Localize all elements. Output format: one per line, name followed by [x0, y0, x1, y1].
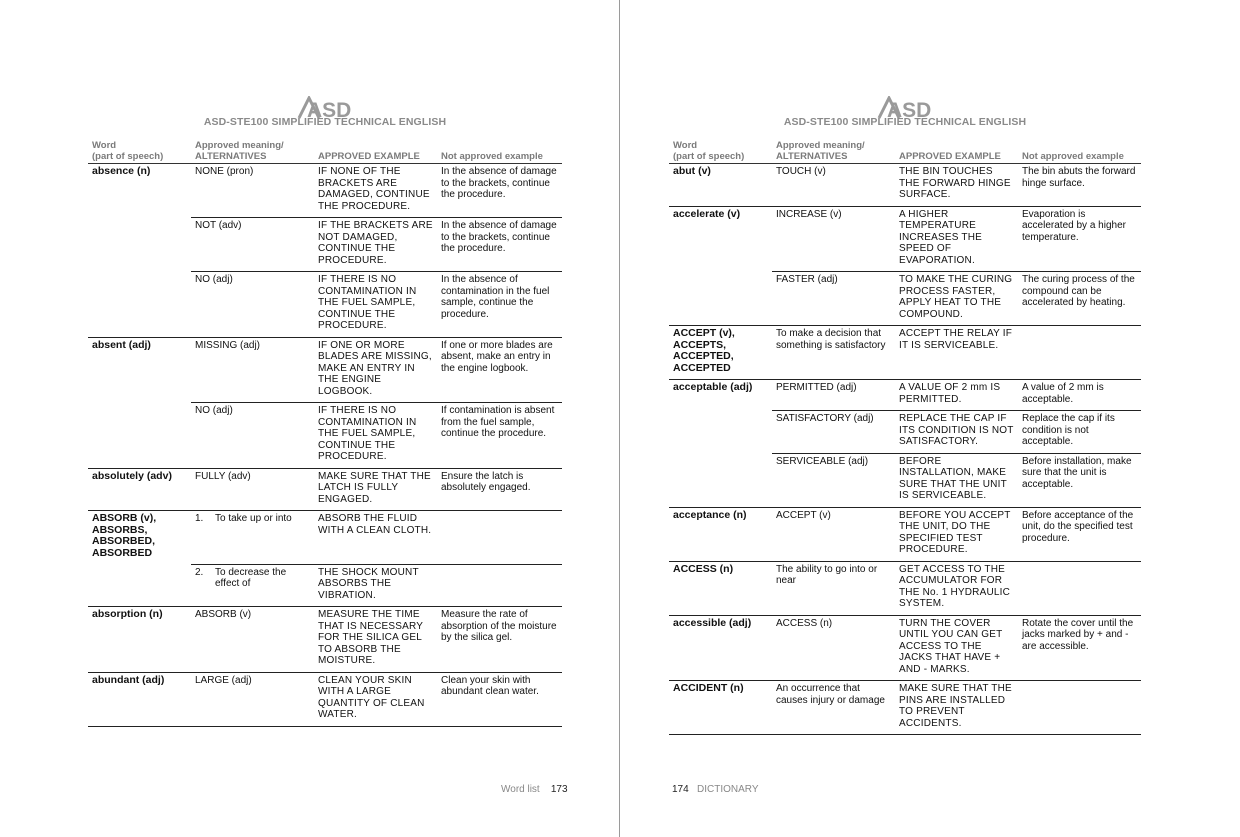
table-row — [669, 453, 1141, 507]
table-row — [88, 403, 562, 469]
header-title: ASD-STE100 SIMPLIFIED TECHNICAL ENGLISH — [203, 116, 447, 128]
entry-word: acceptable (adj) — [669, 380, 772, 411]
table-row — [669, 326, 1141, 380]
entry-meaning: FULLY (adv) — [191, 468, 314, 511]
entry-word: abut (v) — [669, 164, 772, 207]
entry-word — [669, 272, 772, 326]
entry-word — [88, 564, 191, 607]
approved-example: BEFORE YOU ACCEPT THE UNIT, DO THE SPECIFIED TEST PROCEDURE. — [895, 507, 1018, 561]
left-page — [0, 0, 619, 837]
not-approved-example — [1018, 326, 1141, 380]
entry-meaning: SATISFACTORY (adj) — [772, 411, 895, 454]
word-list-table-right — [669, 140, 1141, 735]
table-row — [88, 564, 562, 607]
table-row — [88, 468, 562, 511]
not-approved-example: The bin abuts the forward hinge surface. — [1018, 164, 1141, 207]
entry-meaning: To make a decision that something is satisfactory — [772, 326, 895, 380]
header-word: Word (part of speech) — [669, 140, 772, 164]
not-approved-example — [437, 511, 562, 565]
table-row — [88, 337, 562, 403]
entry-meaning: NO (adj) — [191, 272, 314, 338]
not-approved-example: Replace the cap if its condition is not acceptable. — [1018, 411, 1141, 454]
approved-example: REPLACE THE CAP IF ITS CONDITION IS NOT SATISFACTORY. — [895, 411, 1018, 454]
header-meaning: Approved meaning/ ALTERNATIVES — [772, 140, 895, 164]
header-title: ASD-STE100 SIMPLIFIED TECHNICAL ENGLISH — [783, 116, 1027, 128]
header-meaning: Approved meaning/ ALTERNATIVES — [191, 140, 314, 164]
not-approved-example: If contamination is absent from the fuel sample, continue the procedure. — [437, 403, 562, 469]
table-row — [669, 507, 1141, 561]
not-approved-example: Clean your skin with abundant clean water. — [437, 672, 562, 726]
approved-example: BEFORE INSTALLATION, MAKE SURE THAT THE UNIT IS SERVICEABLE. — [895, 453, 1018, 507]
header-approved-example: APPROVED EXAMPLE — [314, 140, 437, 164]
meaning-text: To decrease the effect of — [215, 566, 287, 589]
approved-example: MEASURE THE TIME THAT IS NECESSARY FOR THE SILICA GEL TO ABSORB THE MOISTURE. — [314, 607, 437, 673]
not-approved-example: Rotate the cover until the jacks marked by + and - are accessible. — [1018, 615, 1141, 681]
entry-meaning — [191, 564, 314, 607]
entry-word: acceptance (n) — [669, 507, 772, 561]
entry-word: accelerate (v) — [669, 206, 772, 272]
table-row — [669, 681, 1141, 735]
entry-meaning: ACCEPT (v) — [772, 507, 895, 561]
approved-example: ABSORB THE FLUID WITH A CLEAN CLOTH. — [314, 511, 437, 565]
not-approved-example: Measure the rate of absorption of the moisture by the silica gel. — [437, 607, 562, 673]
not-approved-example — [1018, 561, 1141, 615]
entry-word — [669, 411, 772, 454]
approved-example: MAKE SURE THAT THE PINS ARE INSTALLED TO PREVENT ACCIDENTS. — [895, 681, 1018, 735]
approved-example: CLEAN YOUR SKIN WITH A LARGE QUANTITY OF CLEAN WATER. — [314, 672, 437, 726]
approved-example: IF THERE IS NO CONTAMINATION IN THE FUEL SAMPLE, CONTINUE THE PROCEDURE. — [314, 403, 437, 469]
right-page — [620, 0, 1239, 837]
header-logo-block — [175, 96, 475, 128]
entry-meaning: PERMITTED (adj) — [772, 380, 895, 411]
approved-example: IF THE BRACKETS ARE NOT DAMAGED, CONTINUE THE PROCEDURE. — [314, 218, 437, 272]
entry-word: ABSORB (v), ABSORBS, ABSORBED, ABSORBED — [88, 511, 191, 565]
approved-example: A HIGHER TEMPERATURE INCREASES THE SPEED OF EVAPORATION. — [895, 206, 1018, 272]
not-approved-example: Evaporation is accelerated by a higher temperature. — [1018, 206, 1141, 272]
entry-word — [88, 403, 191, 469]
entry-meaning — [191, 511, 314, 565]
entry-meaning: ACCESS (n) — [772, 615, 895, 681]
entry-word — [88, 218, 191, 272]
header-not-approved-example: Not approved example — [437, 140, 562, 164]
meaning-number: 2. — [195, 566, 204, 578]
meaning-number: 1. — [195, 513, 204, 524]
table-row — [88, 218, 562, 272]
header-not-approved-example: Not approved example — [1018, 140, 1141, 164]
entry-meaning: The ability to go into or near — [772, 561, 895, 615]
approved-example: THE SHOCK MOUNT ABSORBS THE VIBRATION. — [314, 564, 437, 607]
entry-meaning: ABSORB (v) — [191, 607, 314, 673]
table-row — [88, 272, 562, 338]
approved-example: GET ACCESS TO THE ACCUMULATOR FOR THE No. 1 HYDRAULIC SYSTEM. — [895, 561, 1018, 615]
header-logo-block — [755, 96, 1055, 128]
not-approved-example: In the absence of damage to the brackets, continue the procedure. — [437, 218, 562, 272]
approved-example: IF ONE OR MORE BLADES ARE MISSING, MAKE AN ENTRY IN THE ENGINE LOGBOOK. — [314, 337, 437, 403]
approved-example: MAKE SURE THAT THE LATCH IS FULLY ENGAGED. — [314, 468, 437, 511]
entry-meaning: LARGE (adj) — [191, 672, 314, 726]
table-row — [669, 380, 1141, 411]
not-approved-example: In the absence of contamination in the fuel sample, continue the procedure. — [437, 272, 562, 338]
entry-word: absolutely (adv) — [88, 468, 191, 511]
entry-meaning: FASTER (adj) — [772, 272, 895, 326]
not-approved-example: The curing process of the compound can be accelerated by heating. — [1018, 272, 1141, 326]
header-word: Word (part of speech) — [88, 140, 191, 164]
not-approved-example — [437, 564, 562, 607]
meaning-text: To take up or into — [215, 513, 292, 524]
entry-word — [669, 453, 772, 507]
svg-text:ASD: ASD — [887, 99, 932, 120]
entry-meaning: TOUCH (v) — [772, 164, 895, 207]
not-approved-example: In the absence of damage to the brackets, continue the procedure. — [437, 164, 562, 218]
entry-word: ACCEPT (v), ACCEPTS, ACCEPTED, ACCEPTED — [669, 326, 772, 380]
not-approved-example — [1018, 681, 1141, 735]
not-approved-example: Before acceptance of the unit, do the specified test procedure. — [1018, 507, 1141, 561]
table-row — [669, 561, 1141, 615]
entry-meaning: INCREASE (v) — [772, 206, 895, 272]
approved-example: TURN THE COVER UNTIL YOU CAN GET ACCESS TO THE JACKS THAT HAVE + AND - MARKS. — [895, 615, 1018, 681]
entry-meaning: NONE (pron) — [191, 164, 314, 218]
approved-example: A VALUE OF 2 mm IS PERMITTED. — [895, 380, 1018, 411]
not-approved-example: Ensure the latch is absolutely engaged. — [437, 468, 562, 511]
svg-text:ASD: ASD — [307, 99, 352, 120]
table-row — [669, 164, 1141, 207]
entry-meaning: SERVICEABLE (adj) — [772, 453, 895, 507]
footer-left — [501, 784, 568, 795]
footer-right — [672, 784, 759, 795]
page-number: 174 — [672, 784, 689, 795]
table-row — [669, 411, 1141, 454]
table-row — [88, 511, 562, 565]
entry-word: ACCESS (n) — [669, 561, 772, 615]
page-number: 173 — [550, 784, 568, 795]
entry-word: accessible (adj) — [669, 615, 772, 681]
table-row — [669, 615, 1141, 681]
word-list-table-left — [88, 140, 562, 727]
not-approved-example: A value of 2 mm is acceptable. — [1018, 380, 1141, 411]
approved-example: IF THERE IS NO CONTAMINATION IN THE FUEL SAMPLE, CONTINUE THE PROCEDURE. — [314, 272, 437, 338]
footer-label: DICTIONARY — [697, 784, 759, 795]
entry-meaning: NO (adj) — [191, 403, 314, 469]
table-row — [88, 672, 562, 726]
entry-word: absent (adj) — [88, 337, 191, 403]
entry-word: abundant (adj) — [88, 672, 191, 726]
entry-word: absence (n) — [88, 164, 191, 218]
approved-example: THE BIN TOUCHES THE FORWARD HINGE SURFACE. — [895, 164, 1018, 207]
entry-meaning: An occurrence that causes injury or damage — [772, 681, 895, 735]
table-row — [88, 607, 562, 673]
not-approved-example: Before installation, make sure that the unit is acceptable. — [1018, 453, 1141, 507]
footer-label: Word list — [501, 784, 540, 795]
approved-example: IF NONE OF THE BRACKETS ARE DAMAGED, CONTINUE THE PROCEDURE. — [314, 164, 437, 218]
entry-word: absorption (n) — [88, 607, 191, 673]
header-approved-example: APPROVED EXAMPLE — [895, 140, 1018, 164]
table-row — [669, 206, 1141, 272]
table-row — [669, 272, 1141, 326]
not-approved-example: If one or more blades are absent, make an entry in the engine logbook. — [437, 337, 562, 403]
table-row — [88, 164, 562, 218]
approved-example: TO MAKE THE CURING PROCESS FASTER, APPLY HEAT TO THE COMPOUND. — [895, 272, 1018, 326]
entry-word — [88, 272, 191, 338]
entry-meaning: NOT (adv) — [191, 218, 314, 272]
entry-meaning: MISSING (adj) — [191, 337, 314, 403]
approved-example: ACCEPT THE RELAY IF IT IS SERVICEABLE. — [895, 326, 1018, 380]
entry-word: ACCIDENT (n) — [669, 681, 772, 735]
